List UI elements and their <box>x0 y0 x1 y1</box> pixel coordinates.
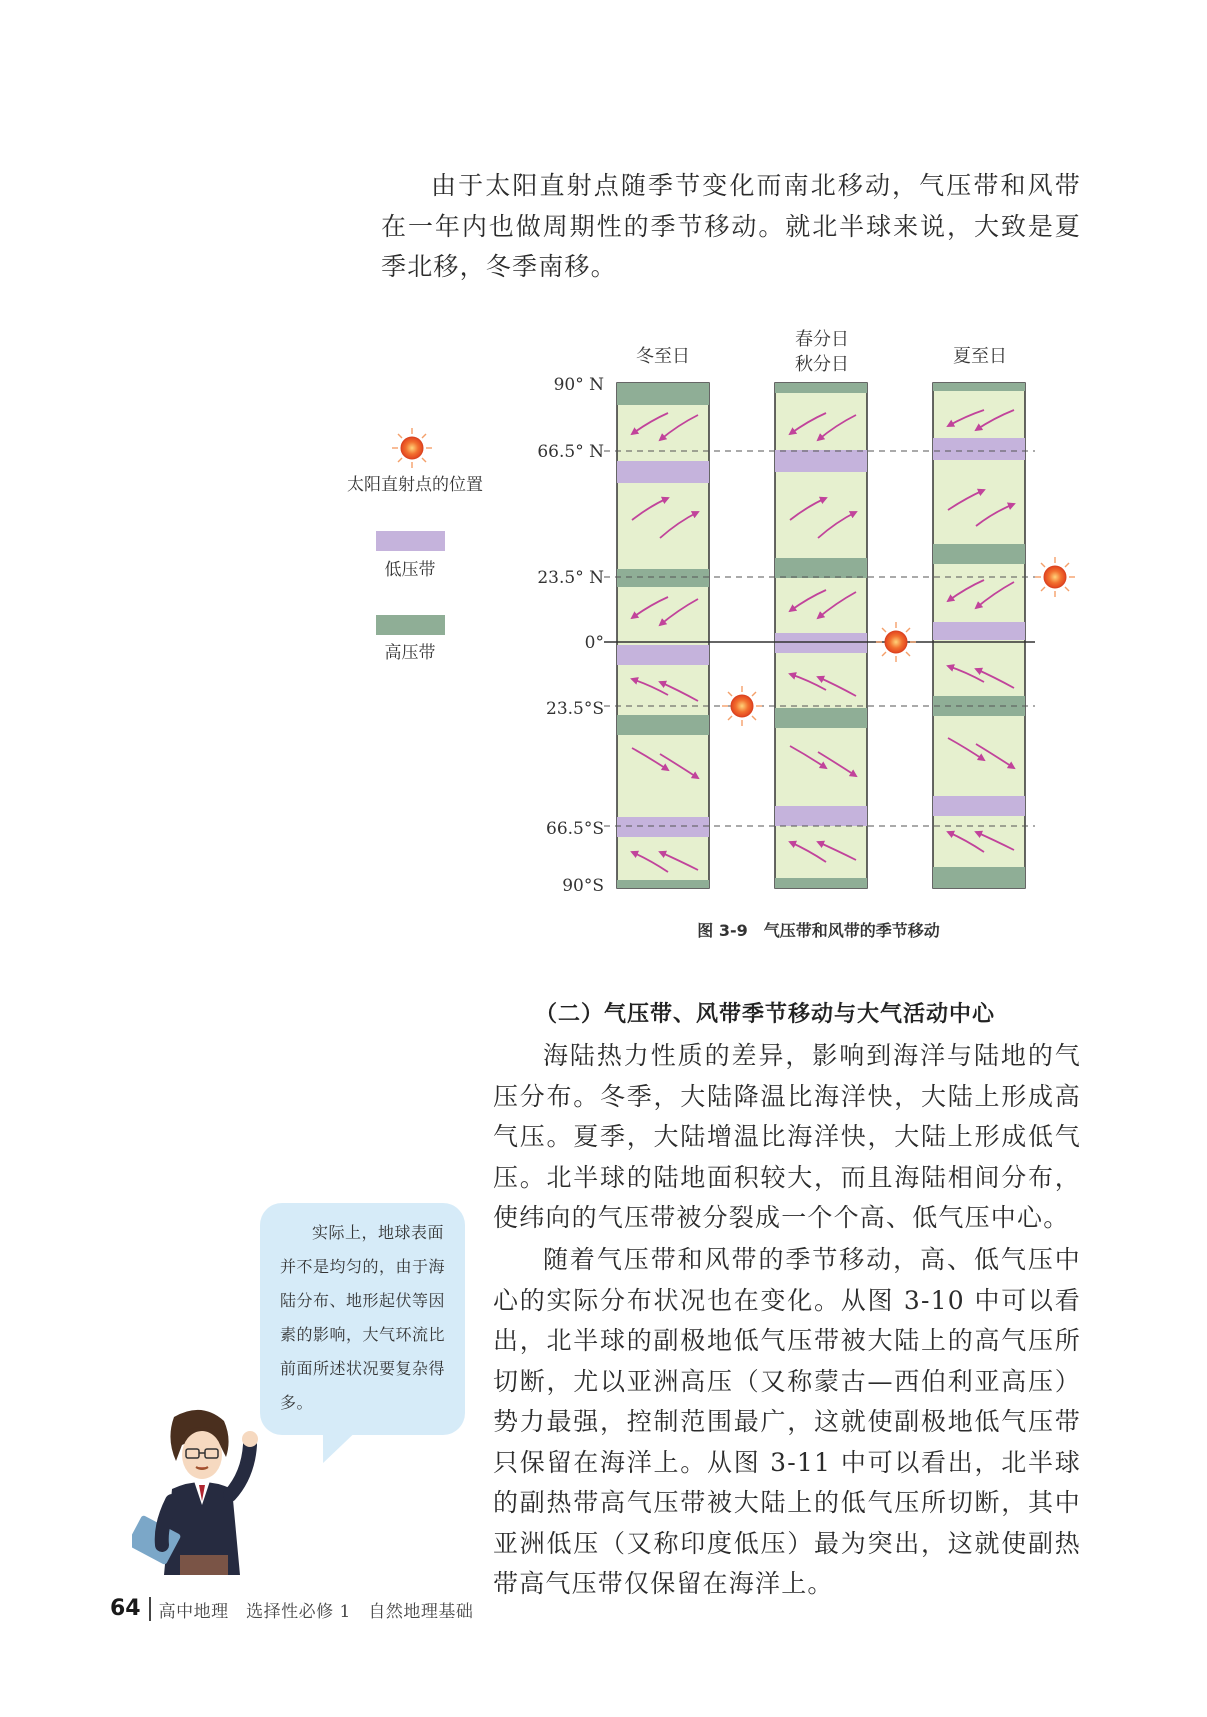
legend-sun-label: 太阳直射点的位置 <box>347 475 483 495</box>
sun-position-icon <box>876 622 916 662</box>
high-pressure-band <box>617 569 709 587</box>
latitude-label-23s: 23.5°S <box>546 699 604 719</box>
low-pressure-band <box>933 438 1025 460</box>
low-pressure-band <box>775 806 867 826</box>
latitude-label-90n: 90° N <box>553 375 604 395</box>
legend-low-pressure-swatch <box>376 531 445 551</box>
intro-paragraph: 由于太阳直射点随季节变化而南北移动，气压带和风带在一年内也做周期性的季节移动。就北半球来说，大致是夏季北移，冬季南移。 <box>381 171 1081 281</box>
column-header-winter-solstice: 冬至日 <box>636 346 690 367</box>
legend-high-pressure-swatch <box>376 615 445 635</box>
column-summer-solstice <box>933 383 1025 888</box>
low-pressure-band <box>617 645 709 665</box>
low-pressure-band <box>617 461 709 483</box>
legend-low-pressure-label: 低压带 <box>384 560 436 580</box>
column-winter-solstice <box>617 383 709 888</box>
high-pressure-band <box>775 383 867 393</box>
book-title: 高中地理 选择性必修 1 自然地理基础 <box>158 1601 474 1622</box>
high-pressure-band <box>617 715 709 735</box>
sun-position-icon <box>722 686 762 726</box>
student-illustration <box>132 1405 272 1575</box>
low-pressure-band <box>617 817 709 837</box>
wind-zone-background <box>617 383 709 888</box>
legend <box>347 428 483 663</box>
legend-sun-icon <box>392 428 432 468</box>
latitude-label-equator: 0° <box>584 633 604 653</box>
column-header-spring-equinox: 春分日 <box>795 329 849 350</box>
speech-bubble-text: 实际上，地球表面并不是均匀的，由于海陆分布、地形起伏等因素的影响，大气环流比前面所述状况要复杂得多。 <box>280 1223 446 1412</box>
high-pressure-band <box>617 383 709 405</box>
high-pressure-band <box>775 708 867 728</box>
column-header-autumn-equinox: 秋分日 <box>795 354 849 375</box>
latitude-label-66n: 66.5° N <box>537 442 604 462</box>
high-pressure-band <box>933 383 1025 391</box>
low-pressure-band <box>933 796 1025 816</box>
column-equinox <box>775 383 867 888</box>
high-pressure-band <box>775 878 867 888</box>
figure-caption: 图 3-9 气压带和风带的季节移动 <box>697 921 940 940</box>
high-pressure-band <box>617 880 709 888</box>
latitude-label-66s: 66.5°S <box>546 819 604 839</box>
latitude-label-90s: 90°S <box>562 876 604 896</box>
latitude-label-23n: 23.5° N <box>537 568 604 588</box>
column-header-summer-solstice: 夏至日 <box>953 346 1007 367</box>
low-pressure-band <box>775 633 867 653</box>
low-pressure-band <box>775 450 867 472</box>
low-pressure-band <box>933 622 1025 640</box>
sun-position-icon <box>1035 557 1075 597</box>
high-pressure-band <box>933 867 1025 888</box>
legend-high-pressure-label: 高压带 <box>384 643 436 663</box>
page-number: 64 <box>110 1597 151 1621</box>
high-pressure-band <box>933 544 1025 564</box>
section-heading: （二）气压带、风带季节移动与大气活动中心 <box>535 1002 996 1027</box>
body-paragraph-1: 海陆热力性质的差异，影响到海洋与陆地的气压分布。冬季，大陆降温比海洋快，大陆上形成高气压。夏季，大陆增温比海洋快，大陆上形成低气压。北半球的陆地面积较大，而且海陆相间分布，使纬向的气压带被分裂成一个个高、低气压中心。 <box>493 1041 1081 1232</box>
high-pressure-band <box>775 558 867 578</box>
body-paragraph-2: 随着气压带和风带的季节移动，高、低气压中心的实际分布状况也在变化。从图 3-10 中可以看出，北半球的副极地低气压带被大陆上的高气压所切断，尤以亚洲高压（又称蒙古—西伯利亚高压）势力最强，控制范围最广，这就使副极地低气压带只保留在海洋上。从图 3-11 中可以看出，北半球的副热带高气压带被大陆上的低气压所切断，其中亚洲低压（又称印度低压）最为突出，这就使副热带高气压带仅保留在海洋上。 <box>493 1245 1081 1598</box>
page-footer <box>110 1594 473 1624</box>
